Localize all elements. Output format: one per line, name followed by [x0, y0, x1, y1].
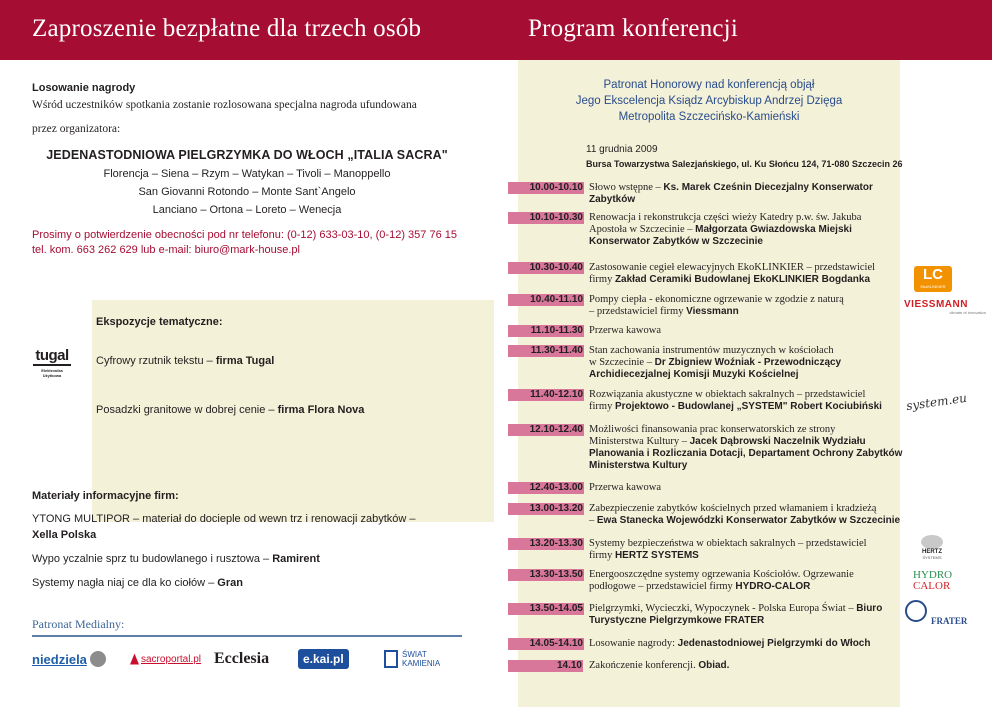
program-item-speaker: Jacek Dąbrowski Naczelnik Wydziału [689, 436, 866, 447]
program-item-line [589, 482, 905, 494]
program-item-time: 13.00-13.20 [508, 503, 584, 515]
program-item-line [589, 325, 905, 337]
program-item-text [589, 482, 905, 494]
program-item-time: 11.30-11.40 [508, 345, 584, 357]
tugal-logo [33, 348, 71, 378]
media-patronage-title: Patronat Medialny: [32, 617, 462, 637]
material-item-1-firm: Xella Polska [32, 529, 97, 541]
program-item-plain: firmy [589, 274, 615, 285]
program-item-speaker: Dr Zbigniew Woźniak - Przewodniczący [654, 357, 842, 368]
pilgrimage-title: JEDENASTODNIOWA PIELGRZYMKA DO WŁOCH „ITALIA SACRA" [46, 148, 448, 162]
program-item-plain: Rozwiązania akustyczne w obiektach sakralnych – przedstawiciel [589, 389, 866, 400]
lottery-title: Losowanie nagrody [32, 82, 136, 94]
program-item-plain: Pompy ciepła - ekonomiczne ogrzewanie w zgodzie z naturą [589, 294, 844, 305]
program-item-line [589, 401, 905, 413]
niedziela-logo: niedziela [32, 644, 106, 674]
program-item-plain: Zakończenie konferencji. [589, 660, 699, 671]
program-item-speaker: Ewa Stanecka Wojewódzki Konserwator Zabytków w Szczecinie [596, 515, 901, 526]
exhibition-item-2 [96, 404, 364, 416]
conference-address: Bursa Towarzystwa Salezjańskiego, ul. Ku Słońcu 124, 71-080 Szczecin 26 [586, 159, 903, 169]
program-item-text [589, 569, 905, 593]
program-item-time: 13.30-13.50 [508, 569, 584, 581]
program-item-line [589, 603, 905, 615]
program-item-line [589, 369, 905, 381]
material-item-1-text: YTONG MULTIPOR – materiał do docieple od wewn trz i renowacji zabytków – [32, 513, 416, 525]
program-item-time: 11.40-12.10 [508, 389, 584, 401]
program-item-plain: Pielgrzymki, Wycieczki, Wypoczynek - Polska Europa Świat – [589, 603, 857, 614]
program-item-line [589, 515, 905, 527]
globe-icon [90, 651, 106, 667]
program-item-plain: Systemy bezpieczeństwa w obiektach sakralnych – przedstawiciel [589, 538, 867, 549]
program-item-speaker: Małgorzata Gwiazdowska Miejski [695, 224, 852, 235]
program-item-text [589, 345, 905, 381]
program-item-text [589, 389, 905, 413]
header-bar [0, 0, 992, 60]
program-item-speaker: Turystyczne Pielgrzymkowe FRATER [589, 615, 765, 626]
program-item-plain: w Szczecinie – [589, 357, 655, 368]
program-item-line [589, 581, 905, 593]
program-item-line [589, 194, 905, 206]
program-item-line [589, 550, 905, 562]
ekoklinkier-logo: LC EkoKLINKIER [914, 266, 952, 292]
program-item-time: 13.20-13.30 [508, 538, 584, 550]
program-item-text [589, 325, 905, 337]
program-item-time: 10.40-11.10 [508, 294, 584, 306]
program-item-line [589, 357, 905, 369]
program-item-line [589, 424, 905, 436]
tugal-logo-sub: Elektronika Użytkowa [41, 368, 63, 378]
material-item-2-text: Wypo yczalnie sprz tu budowlanego i rusztowa – [32, 553, 273, 565]
program-item-line [589, 538, 905, 550]
program-item-time: 12.40-13.00 [508, 482, 584, 494]
program-item-plain: Renowacja i rekonstrukcja części wieży Katedry p.w. św. Jakuba [589, 212, 862, 223]
program-item-line [589, 236, 905, 248]
exhibition-item-1-firm: firma Tugal [215, 355, 275, 367]
program-item-text [589, 424, 905, 472]
program-item-plain: Przerwa kawowa [589, 325, 662, 336]
program-item-plain: – przedstawiciel firmy [589, 306, 687, 317]
swiat-kamienia-icon [384, 650, 398, 668]
material-item-3 [32, 575, 472, 591]
frater-icon [905, 600, 927, 622]
program-item-line [589, 436, 905, 448]
program-title: Program konferencji [528, 15, 738, 42]
program-item-text [589, 182, 905, 206]
program-item-plain: Losowanie nagrody: [589, 638, 678, 649]
honorary-patronage [518, 77, 900, 125]
exhibitions-box [92, 300, 494, 522]
patronage-line-3: Metropolita Szczecińsko-Kamieński [618, 111, 800, 123]
program-item-line [589, 224, 905, 236]
sacroportal-logo: sacroportal.pl [130, 644, 201, 674]
program-item-line [589, 262, 905, 274]
program-item-line [589, 212, 905, 224]
program-item-text [589, 538, 905, 562]
program-item-plain: Energooszczędne systemy ogrzewania Kościołów. Ogrzewanie [589, 569, 854, 580]
ekai-logo: e.kai.pl [298, 644, 349, 674]
material-item-2 [32, 551, 472, 567]
program-item-text [589, 212, 905, 248]
tugal-logo-word: tugal [33, 348, 71, 366]
pilgrimage-route-2: San Giovanni Rotondo – Monte Sant`Angelo [138, 186, 356, 198]
program-item-plain: Możliwości finansowania prac konserwatorskich ze strony [589, 424, 836, 435]
program-item-speaker: Konserwator Zabytków w Szczecinie [589, 236, 763, 247]
program-item-text [589, 603, 905, 627]
program-item-line [589, 294, 905, 306]
program-item-line [589, 660, 905, 672]
swiat-kamienia-logo: ŚWIAT KAMIENIA [384, 644, 456, 674]
patronage-line-2: Jego Ekscelencja Ksiądz Arcybiskup Andrzej Dzięga [575, 95, 843, 107]
program-item-speaker: Viessmann [686, 306, 739, 317]
conference-date-block [586, 143, 902, 171]
program-item-text [589, 660, 905, 672]
program-item-speaker: Ks. Marek Cześnin Diecezjalny Konserwator [663, 182, 873, 193]
material-item-3-firm: Gran [217, 577, 243, 589]
materials-section [32, 490, 472, 599]
program-item-line [589, 503, 905, 515]
program-item-speaker: HYDRO-CALOR [735, 581, 811, 592]
material-item-2-firm: Ramirent [272, 553, 320, 565]
program-item-time: 14.05-14.10 [508, 638, 584, 650]
material-item-1 [32, 511, 472, 543]
program-item-time: 14.10 [508, 660, 583, 672]
pilgrimage-route-1: Florencja – Siena – Rzym – Watykan – Tivoli – Manoppello [103, 168, 391, 180]
program-item-speaker: Zabytków [589, 194, 636, 205]
exhibition-item-2-text: Posadzki granitowe w dobrej cenie – [96, 404, 278, 416]
program-item-plain: Zastosowanie cegieł elewacyjnych EkoKLINKIER – przedstawiciel [589, 262, 876, 273]
media-logos [32, 644, 472, 674]
program-item-text [589, 294, 905, 318]
program-item-plain: Zabezpieczenie zabytków kościelnych przed włamaniem i kradzieżą [589, 503, 877, 514]
contact-line-1: Prosimy o potwierdzenie obecności pod nr telefonu: (0-12) 633-03-10, (0-12) 357 76 15 [32, 229, 457, 241]
program-item-speaker: Obiad. [698, 660, 730, 671]
program-item-line [589, 615, 905, 627]
patronage-line-1: Patronat Honorowy nad konferencją objął [603, 79, 815, 91]
materials-title: Materiały informacyjne firm: [32, 490, 179, 502]
program-item-time: 10.30-10.40 [508, 262, 584, 274]
sacroportal-icon [130, 654, 139, 665]
exhibitions-title: Ekspozycje tematyczne: [96, 316, 223, 328]
program-item-line [589, 182, 905, 194]
lottery-line-1: Wśród uczestników spotkania zostanie rozlosowana specjalna nagroda ufundowana [32, 99, 417, 111]
program-item-plain: – [589, 515, 597, 526]
program-item-speaker: Ministerstwa Kultury [589, 460, 688, 471]
program-item-time: 13.50-14.05 [508, 603, 584, 615]
program-item-line [589, 460, 905, 472]
program-item-speaker: Planowania i Rozliczania Dotacji, Departament Ochrony Zabytków [589, 448, 903, 459]
program-item-plain: Stan zachowania instrumentów muzycznych w kościołach [589, 345, 834, 356]
material-item-3-text: Systemy nagła niaj ce dla ko ciołów – [32, 577, 218, 589]
pilgrimage-route-3: Lanciano – Ortona – Loreto – Wenecja [152, 204, 342, 216]
program-item-text [589, 638, 905, 650]
hertz-icon [921, 535, 943, 549]
program-item-line [589, 306, 905, 318]
contact-line-2: tel. kom. 663 262 629 lub e-mail: biuro@mark-house.pl [32, 244, 300, 256]
exhibition-item-1 [96, 355, 274, 367]
program-item-line [589, 569, 905, 581]
program-item-plain: Słowo wstępne – [589, 182, 664, 193]
program-item-plain: podłogowe – przedstawiciel firmy [589, 581, 736, 592]
program-item-speaker: Biuro [856, 603, 883, 614]
program-item-plain: firmy [589, 401, 615, 412]
conference-date: 11 grudnia 2009 [586, 144, 658, 155]
exhibition-item-1-text: Cyfrowy rzutnik tekstu – [96, 355, 216, 367]
program-item-speaker: Zakład Ceramiki Budowlanej EkoKLINKIER Bogdanka [614, 274, 871, 285]
system-logo: system.eu [905, 390, 968, 414]
program-item-line [589, 274, 905, 286]
program-item-speaker: Jedenastodniowej Pielgrzymki do Włoch [677, 638, 871, 649]
ecclesia-logo: Ecclesia [214, 650, 270, 667]
program-item-line [589, 448, 905, 460]
program-item-line [589, 389, 905, 401]
hertz-logo: HERTZ SYSTEMS [916, 535, 948, 561]
viessmann-logo: VIESSMANN climate of innovation [904, 299, 986, 315]
lottery-line-2: przez organizatora: [32, 123, 121, 135]
program-item-line [589, 345, 905, 357]
left-column [32, 60, 472, 707]
program-item-line [589, 638, 905, 650]
program-item-time: 11.10-11.30 [508, 325, 584, 337]
invitation-title: Zaproszenie bezpłatne dla trzech osób [32, 15, 422, 42]
program-item-time: 10.10-10.30 [508, 212, 584, 224]
pilgrimage-block [32, 148, 462, 219]
program-item-speaker: HERTZ SYSTEMS [614, 550, 699, 561]
program-item-text [589, 262, 905, 286]
program-item-plain: Przerwa kawowa [589, 482, 662, 493]
program-item-text [589, 503, 905, 527]
hydro-calor-logo: HYDRO CALOR [913, 569, 953, 592]
program-item-speaker: Archidiecezjalnej Komisji Muzyki Kościelnej [589, 369, 799, 380]
program-item-plain: Apostoła w Szczecinie – [589, 224, 696, 235]
contact-info [32, 228, 472, 258]
program-item-time: 10.00-10.10 [508, 182, 584, 194]
frater-logo: FRATER [903, 600, 963, 630]
program-item-time: 12.10-12.40 [508, 424, 584, 436]
program-item-plain: Ministerstwa Kultury – [589, 436, 690, 447]
program-item-plain: firmy [589, 550, 615, 561]
exhibition-item-2-firm: firma Flora Nova [277, 404, 365, 416]
program-item-speaker: Projektowo - Budowlanej „SYSTEM" Robert Kociubiński [614, 401, 882, 412]
